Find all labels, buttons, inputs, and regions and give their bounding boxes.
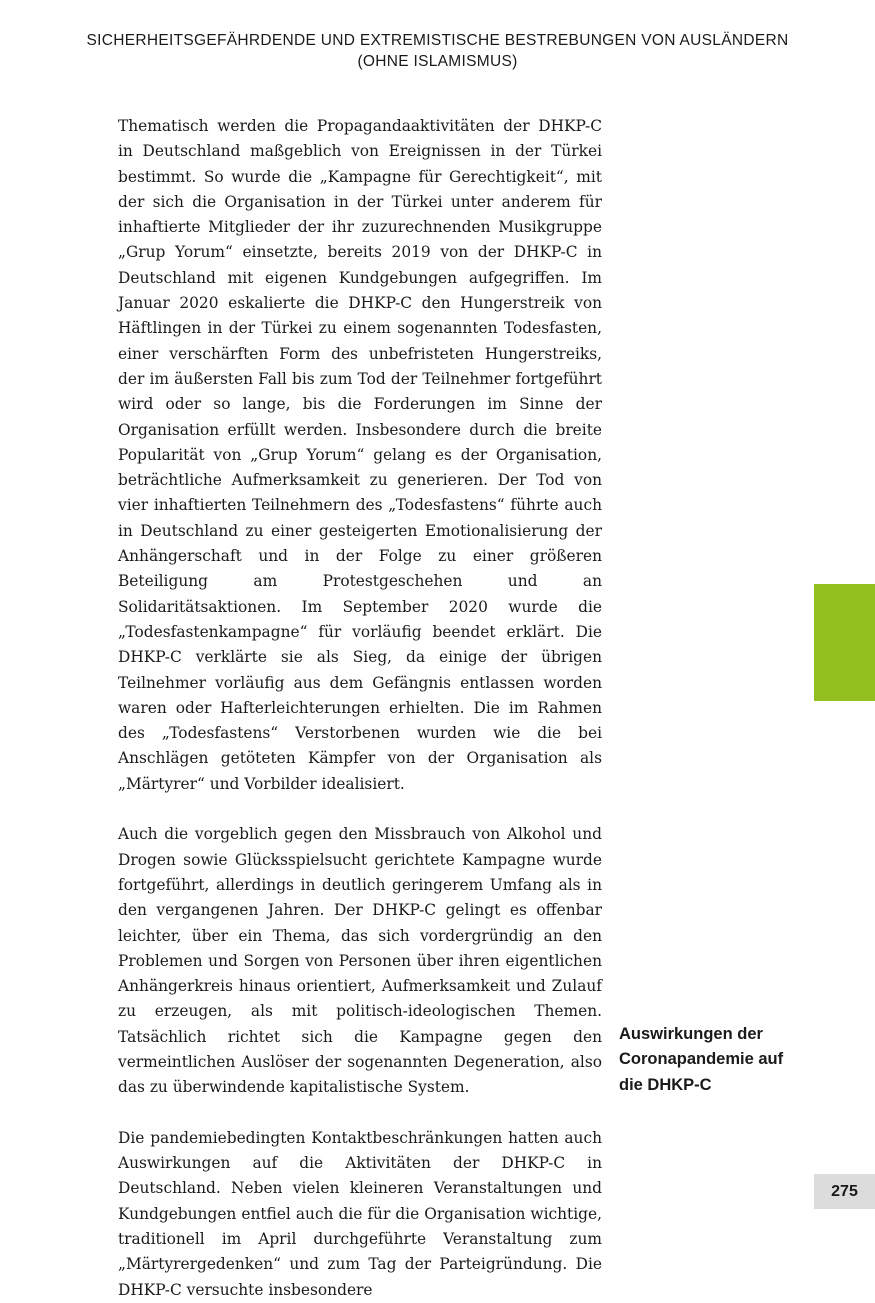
margin-heading-line-2: Coronapandemie auf (619, 1050, 784, 1069)
paragraph-campaign: Auch die vorgeblich gegen den Missbrauch von Alkohol und Drogen sowie Glücksspielsucht gerichtete Kampagne wurde fortgeführt, allerdings in deutlich geringerem Umfang als in den vergangenen Jahren. Der DHKP-C gelingt es offenbar leichter, über ein Thema, das sich vordergründig an den Problemen und Sorgen von Personen über ihren eigentlichen Anhängerkreis hinaus orientiert, Aufmerksamkeit und Zulauf zu erzeugen, als mit politisch-ideologischen Themen. Tatsächlich richtet sich die Kampagne gegen den vermeintlichen Auslöser der sogenannten Degeneration, also das zu überwindende kapitalistische System. (118, 825, 602, 1097)
body-text (118, 114, 602, 1303)
paragraph-pandemic: Die pandemiebedingten Kontaktbeschränkungen hatten auch Auswirkungen auf die Aktivitäten der DHKP-C in Deutschland. Neben vielen kleineren Veranstaltungen und Kundgebungen entfiel auch die für die Organisation wichtige, traditionell im April durchgeführte Veranstaltung zum „Märtyrergedenken“ und zum Tag der Parteigründung. Die DHKP-C versuchte insbesondere (118, 1128, 602, 1299)
margin-heading-line-3: die DHKP-C (619, 1075, 712, 1094)
running-header-line-2: (OHNE ISLAMISMUS) (357, 53, 518, 70)
paragraph-propaganda: Thematisch werden die Propagandaaktivitäten der DHKP-C in Deutschland maßgeblich von Ereignissen in der Türkei bestimmt. So wurde die „Kampagne für Gerechtigkeit“, mit der sich die Organisation in der Türkei unter anderem für inhaftierte Mitglieder der ihr zuzurechnenden Musikgruppe „Grup Yorum“ einsetzte, bereits 2019 von der DHKP-C in Deutschland mit eigenen Kundgebungen aufgegriffen. Im Januar 2020 eskalierte die DHKP-C den Hungerstreik von Häftlingen in der Türkei zu einem sogenannten Todesfasten, einer verschärften Form des unbefristeten Hungerstreiks, der im äußersten Fall bis zum Tod der Teilnehmer fortgeführt wird oder so lange, bis die Forderungen im Sinne der Organisation erfüllt werden. Insbesondere durch die breite Popularität von „Grup Yorum“ gelang es der Organisation, beträchtliche Aufmerksamkeit zu generieren. Der Tod von vier inhaftierten Teilnehmern des „Todesfastens“ führte auch in Deutschland zu einer gesteigerten Emotionalisierung der Anhängerschaft und in der Folge zu einer größeren Beteiligung am Protestgeschehen und an Solidaritätsaktionen. Im September 2020 wurde die „Todesfastenkampagne“ für vorläufig beendet erklärt. Die DHKP-C verklärte sie als Sieg, da einige der übrigen Teilnehmer vorläufig aus dem Gefängnis entlassen worden waren oder Hafterleichterungen erhielten. Die im Rahmen des „Todesfastens“ Verstorbenen wurden wie die bei Anschlägen getöteten Kämpfer von der Organisation als „Märtyrer“ und Vorbilder idealisiert. (118, 117, 602, 793)
running-header-line-1: SICHERHEITSGEFÄHRDENDE UND EXTREMISTISCHE BESTREBUNGEN VON AUSLÄNDERN (86, 32, 789, 49)
chapter-tab-marker (814, 584, 875, 701)
running-header (0, 30, 875, 72)
page-number: 275 (814, 1174, 875, 1209)
margin-heading (619, 1022, 799, 1098)
margin-heading-line-1: Auswirkungen der (619, 1025, 763, 1043)
